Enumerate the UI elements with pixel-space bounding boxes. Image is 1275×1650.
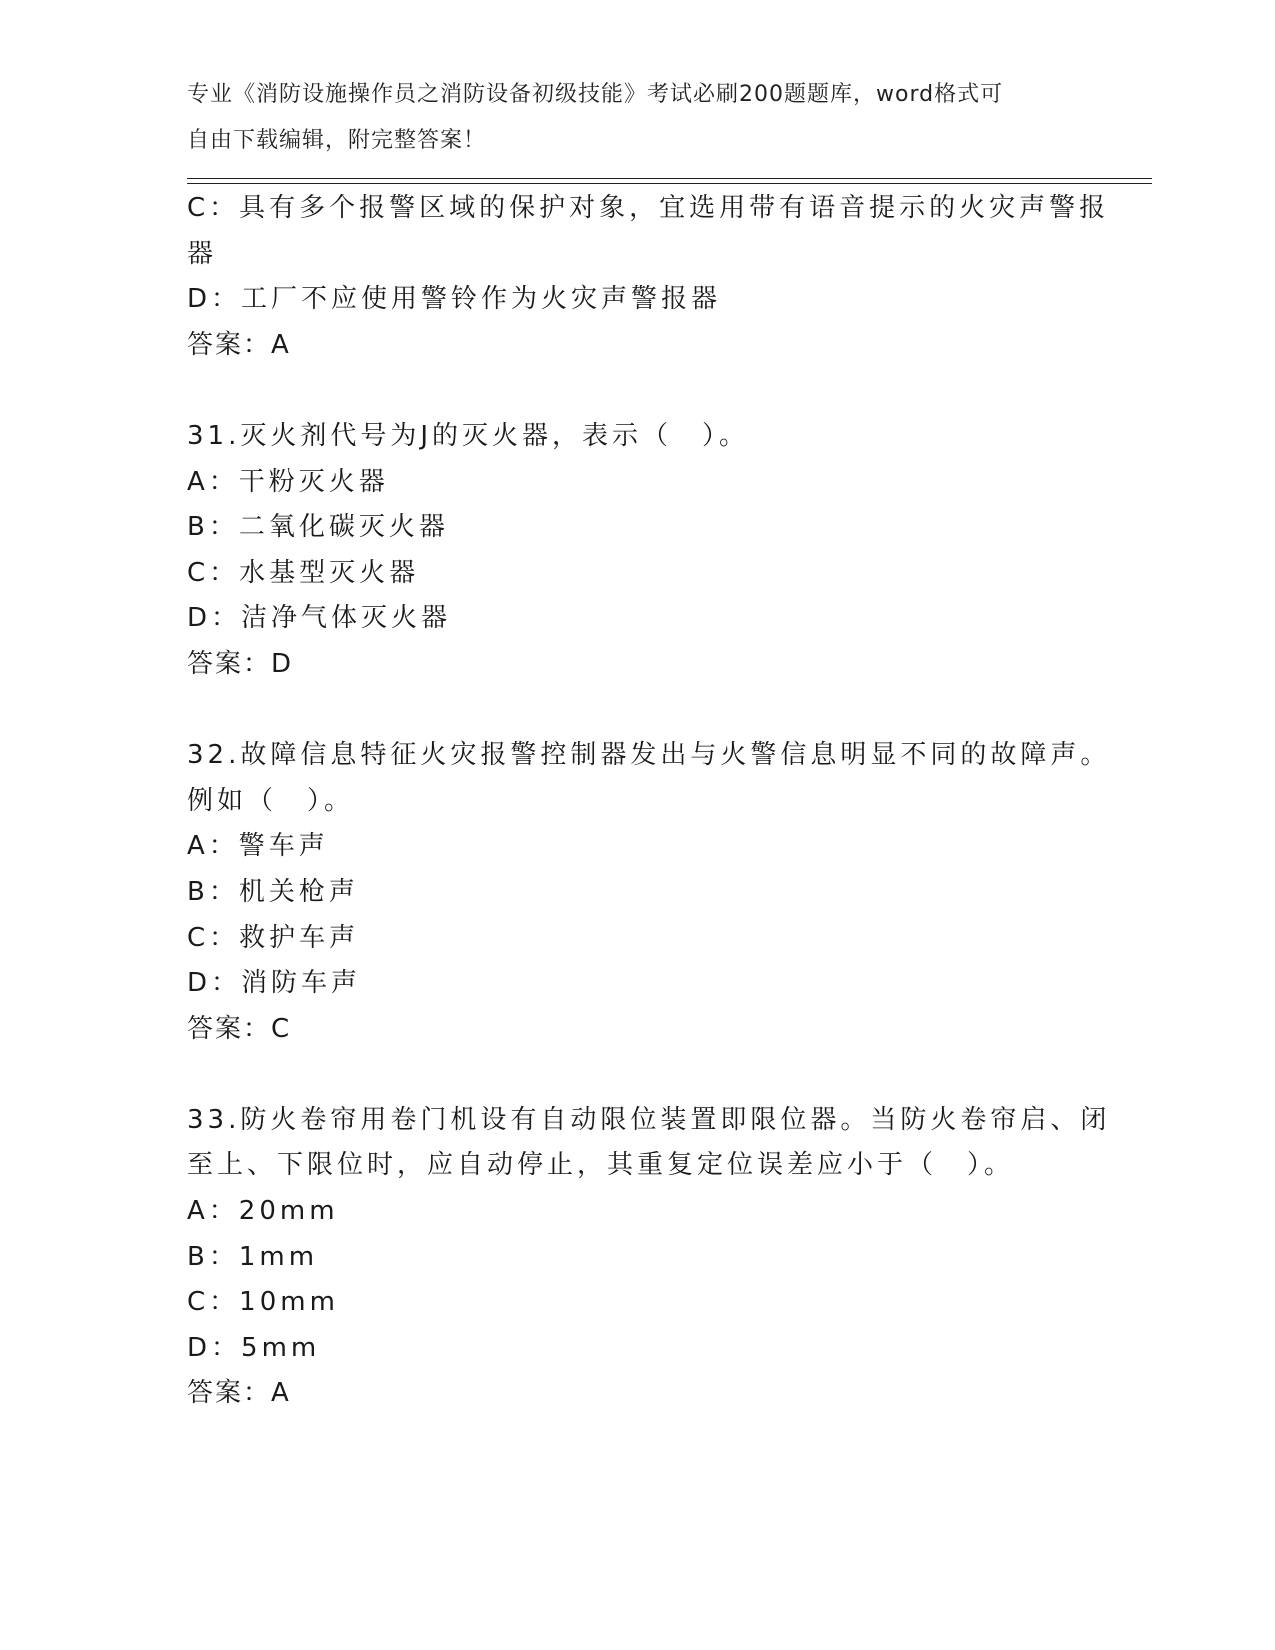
question-32-stem-line2: 例如（ ）。 xyxy=(187,785,355,816)
header-divider-bottom xyxy=(187,183,1152,184)
question-31-option-b: B：二氧化碳灭火器 xyxy=(187,512,449,543)
spacer xyxy=(187,368,1087,414)
question-list xyxy=(187,186,1111,1417)
question-31-answer: 答案：D xyxy=(187,648,294,679)
question-31-option-a: A：干粉灭火器 xyxy=(187,466,389,497)
spacer xyxy=(187,1052,1087,1098)
question-33-option-a: A：20mm xyxy=(187,1196,339,1227)
question-32-option-d: D：消防车声 xyxy=(187,968,362,999)
header-line-1: 专业《消防设施操作员之消防设备初级技能》考试必刷200题题库，word格式可 xyxy=(187,82,1004,107)
header-divider-top xyxy=(187,178,1152,179)
prev-option-d: D：工厂不应使用警铃作为火灾声警报器 xyxy=(187,284,722,315)
prev-answer: 答案：A xyxy=(187,329,291,360)
question-33-option-d: D：5mm xyxy=(187,1332,321,1363)
question-32-option-b: B：机关枪声 xyxy=(187,876,359,907)
prev-option-c-line2: 器 xyxy=(187,238,218,269)
question-32-option-c: C：救护车声 xyxy=(187,922,360,953)
spacer xyxy=(187,688,1087,734)
question-33-option-b: B：1mm xyxy=(187,1241,319,1272)
question-32-answer: 答案：C xyxy=(187,1013,292,1044)
question-32-stem-line1: 32.故障信息特征火灾报警控制器发出与火警信息明显不同的故障声。 xyxy=(187,740,1111,771)
question-31-option-d: D：洁净气体灭火器 xyxy=(187,603,452,634)
document-header xyxy=(187,72,1067,163)
question-31-option-c: C：水基型灭火器 xyxy=(187,557,420,588)
question-31-stem: 31.灭火剂代号为J的灭火器，表示（ ）。 xyxy=(187,420,750,451)
question-33-option-c: C：10mm xyxy=(187,1287,339,1318)
question-32-option-a: A：警车声 xyxy=(187,831,329,862)
question-33-answer: 答案：A xyxy=(187,1378,291,1409)
header-line-2: 自由下载编辑，附完整答案！ xyxy=(187,127,487,153)
prev-option-c-line1: C：具有多个报警区域的保护对象，宜选用带有语音提示的火灾声警报 xyxy=(187,193,1110,223)
question-33-stem-line2: 至上、下限位时，应自动停止，其重复定位误差应小于（ ）。 xyxy=(187,1150,1015,1181)
question-33-stem-line1: 33.防火卷帘用卷门机设有自动限位装置即限位器。当防火卷帘启、闭 xyxy=(187,1104,1111,1135)
